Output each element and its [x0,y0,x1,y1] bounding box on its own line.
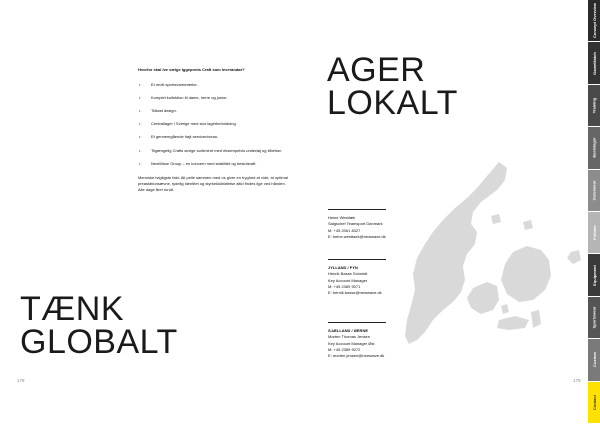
contact-name: Henrik Basse Schmidt [328,271,368,277]
contact-region: SJÆLLAND / ØERNE [328,327,369,333]
divider [328,322,386,323]
map-island [491,214,501,224]
page-number-left: 178 [17,378,25,383]
contact-phone: M: +45 2061 8327 [328,227,361,233]
tab-label: Sportswear [591,306,597,329]
contact-name: Heine Westtæk [328,214,356,220]
tab-contact[interactable] [588,382,600,424]
list-item: • Centrallager i Sverige med stor lagerbeholdning. [138,121,288,127]
tab-label: Custom [591,352,597,368]
list-item: • NewWave Group – en koncern med stabilitet og beslutkraft. [138,161,288,167]
title-line: TÆNK [20,290,124,328]
divider [328,259,386,260]
map-island [523,220,533,230]
tab-equipment[interactable] [588,254,600,296]
intro-question: Hvorfor skal Ive vælge Iggepreds Craft som leverandør? [138,67,245,72]
list-item: • Et gennemgående højt serviceniveau. [138,134,288,140]
map-funen [467,282,499,314]
benefits-list [138,82,288,167]
tab-training[interactable] [588,85,600,127]
tab-outerwear[interactable] [588,170,600,212]
tab-concept-overview[interactable] [588,0,600,42]
list-item: • Tilgængelig Crafts øvrige sortiment med eksempelvis undertøj og tilbehør. [138,148,288,154]
closing-paragraph: Mennske tvigtigste fakt: Alt pelle sammen med os giver en tryghed at vide, at optimal preastationsævne, tydelig identitet og styrkeklubfølelse altid findes lige ved hånden. Alle dage året rundt. [138,175,288,192]
contact-email[interactable]: E: henrik.basse@newwave.dk [328,290,382,296]
tab-gamematch[interactable] [588,42,600,84]
page-title-left [20,290,178,361]
tab-fritimer[interactable] [588,212,600,254]
tab-custom[interactable] [588,339,600,381]
contact-card [328,209,428,240]
contact-phone: M: +45 2389 9072 [328,347,361,353]
contact-email[interactable]: E: heine.westtaek@newwave.dk [328,234,386,240]
section-tabs [588,0,600,424]
tab-label: Outerwear [591,180,597,201]
tab-label: Contact [591,394,597,410]
contact-name: Morten Thomas Jensen [328,334,370,340]
list-item: • Tidløst design. [138,108,288,114]
contact-role: Key Account Manager [328,277,368,283]
intro-text-block [138,67,288,192]
title-line: AGER [327,51,426,89]
denmark-map [403,160,583,350]
tab-label: Fritimer [591,225,597,241]
contact-email[interactable]: E: morten.jensen@newwave.dk [328,353,385,359]
tab-sportswear[interactable] [588,297,600,339]
title-line: LOKALT [327,84,458,122]
map-jutland [405,162,507,344]
contact-region: JYLLAND / FYN [328,264,358,270]
tab-label: Training [591,97,597,114]
contact-card [328,322,428,360]
page-title-right [327,51,458,122]
map-falster [531,310,541,328]
tab-label: GameMatch [591,51,597,75]
tab-label: Basislager [591,137,597,158]
contact-role: Key Account Manager Øst [328,340,375,346]
map-lolland [497,316,529,330]
contact-role: Salgschef Teamsport Danmark [328,221,383,227]
tab-label: Concept Overview [591,3,597,39]
tab-label: Equipment [591,264,597,286]
list-item: • Et multi sportsvaremærke. [138,82,288,88]
contact-phone: M: +45 2389 9071 [328,284,361,290]
map-island [501,304,509,314]
list-item: • Komplet kollektion til dame, herre og junior. [138,95,288,101]
tab-basislager[interactable] [588,127,600,169]
divider [328,209,386,210]
map-zealand [501,246,551,302]
map-bornholm [567,250,581,264]
contact-card [328,259,428,297]
title-line: GLOBALT [20,323,178,361]
page-number-right: 179 [573,378,581,383]
